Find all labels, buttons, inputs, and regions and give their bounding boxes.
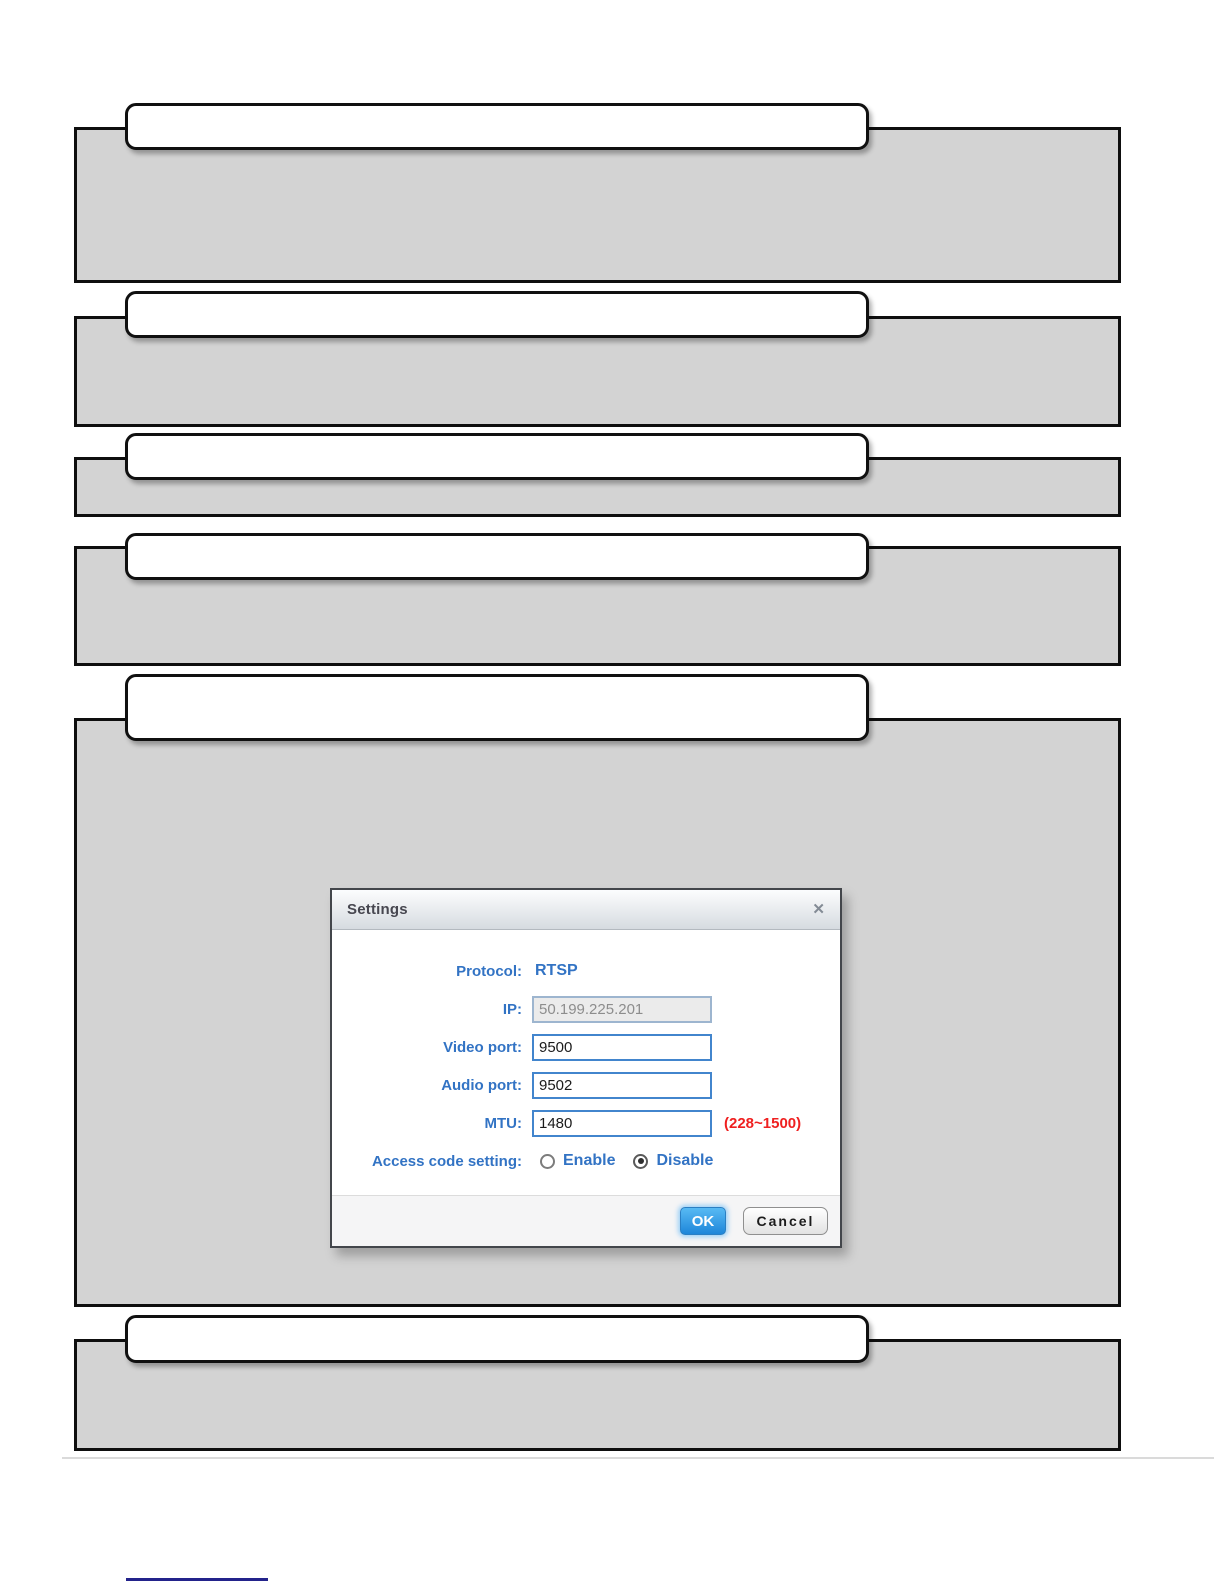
video-port-row (332, 1032, 840, 1062)
ok-button[interactable]: OK (680, 1207, 726, 1235)
disable-radio-label: Disable (656, 1152, 714, 1169)
video-port-field[interactable] (532, 1034, 712, 1061)
audio-port-row (332, 1070, 840, 1100)
section-1-tab (125, 103, 869, 150)
mtu-range-hint: (228~1500) (724, 1114, 802, 1132)
protocol-label: Protocol: (456, 962, 522, 980)
section-4-tab (125, 533, 869, 580)
access-code-label: Access code setting: (371, 1152, 522, 1170)
mtu-label: MTU: (484, 1114, 522, 1132)
video-port-label: Video port: (443, 1038, 522, 1056)
disable-radio[interactable] (633, 1154, 648, 1169)
page-divider-line (62, 1457, 1214, 1459)
close-icon[interactable]: ✕ (812, 901, 825, 918)
cancel-button[interactable]: Cancel (743, 1207, 828, 1235)
enable-radio-label: Enable (563, 1152, 616, 1169)
enable-radio[interactable] (540, 1154, 555, 1169)
section-5-tab (125, 674, 869, 741)
mtu-row (332, 1108, 840, 1138)
protocol-row (332, 956, 840, 986)
truncated-link-underline[interactable] (126, 1578, 268, 1581)
audio-port-label: Audio port: (441, 1076, 522, 1094)
section-6-tab (125, 1315, 869, 1363)
access-code-row (332, 1146, 840, 1176)
dialog-titlebar (332, 890, 840, 930)
dialog-body (332, 930, 840, 1195)
section-3-tab (125, 433, 869, 480)
ip-field (532, 996, 712, 1023)
settings-dialog (330, 888, 842, 1248)
mtu-field[interactable] (532, 1110, 712, 1137)
section-1-panel (74, 127, 1121, 283)
audio-port-field[interactable] (532, 1072, 712, 1099)
ip-label: IP: (502, 1000, 522, 1018)
section-2-tab (125, 291, 869, 338)
protocol-value: RTSP (535, 962, 578, 979)
dialog-footer (332, 1195, 840, 1246)
dialog-title: Settings (347, 901, 408, 918)
ip-row (332, 994, 840, 1024)
